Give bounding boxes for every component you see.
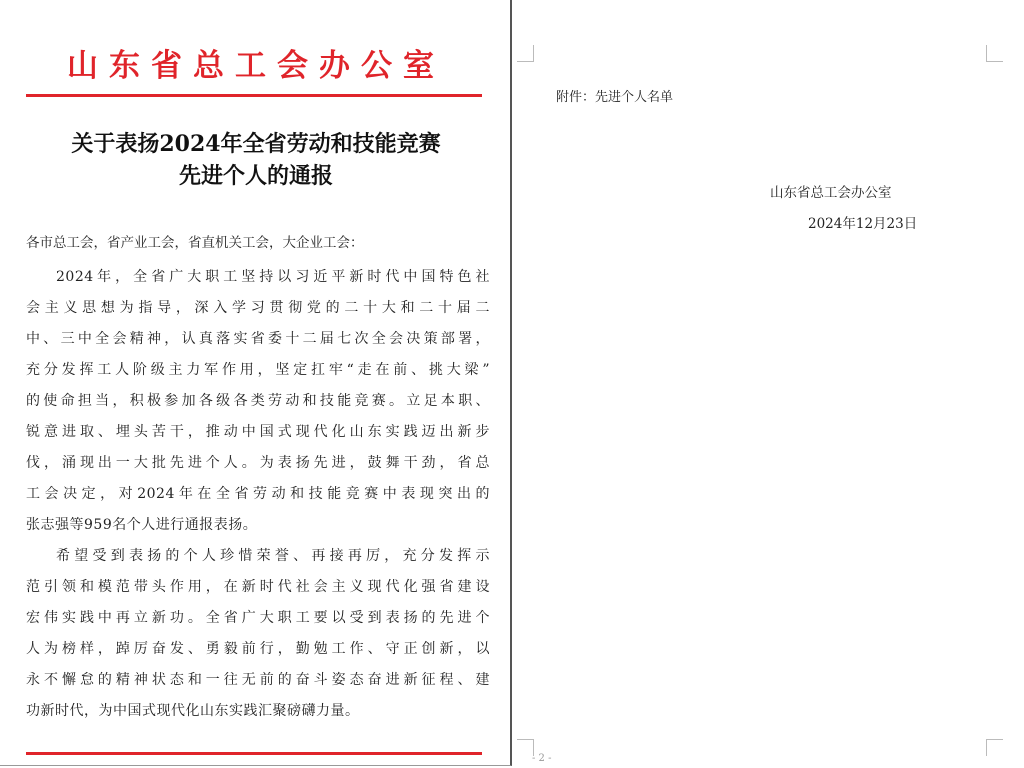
title-line-1: 关于表扬2024年全省劳动和技能竞赛 — [71, 131, 441, 157]
crop-mark — [986, 45, 1003, 62]
document-title — [0, 128, 512, 192]
body-line: 锐意进取、埋头苦干，推动中国式现代化山东实践迈出新步 — [26, 424, 490, 440]
issuer-signature: 山东省总工会办公室 — [770, 185, 892, 201]
issue-date: 2024年12月23日 — [808, 216, 918, 232]
page-number: - 2 - — [532, 753, 552, 764]
body-text — [26, 262, 490, 727]
body-line: 伐，涌现出一大批先进个人。为表扬先进，鼓舞干劲，省总 — [26, 455, 490, 471]
body-line: 永不懈怠的精神状态和一往无前的奋斗姿态奋进新征程、建 — [26, 672, 490, 688]
body-line: 中、三中全会精神，认真落实省委十二届七次全会决策部署， — [26, 331, 490, 347]
body-line: 宏伟实践中再立新功。全省广大职工要以受到表扬的先进个 — [26, 610, 490, 626]
crop-mark — [986, 739, 1003, 756]
body-line: 人为榜样，踔厉奋发、勇毅前行，勤勉工作、守正创新，以 — [26, 641, 490, 657]
body-line: 充分发挥工人阶级主力军作用，坚定扛牢“走在前、挑大梁” — [26, 362, 490, 378]
body-line: 希望受到表扬的个人珍惜荣誉、再接再厉，充分发挥示 — [56, 548, 490, 564]
body-line: 范引领和模范带头作用，在新时代社会主义现代化强省建设 — [26, 579, 490, 595]
footer-red-rule — [26, 752, 482, 755]
body-line: 功新时代，为中国式现代化山东实践汇聚磅礴力量。 — [26, 703, 360, 719]
body-line: 会主义思想为指导，深入学习贯彻党的二十大和二十届二 — [26, 300, 490, 316]
salutation: 各市总工会，省产业工会，省直机关工会，大企业工会： — [26, 235, 364, 251]
masthead-title: 山东省总工会办公室 — [67, 48, 445, 84]
title-line-2: 先进个人的通报 — [178, 163, 333, 189]
masthead-red-rule — [26, 94, 482, 97]
crop-mark — [517, 45, 534, 62]
body-line: 2024年，全省广大职工坚持以习近平新时代中国特色社 — [56, 269, 490, 285]
document-page-1 — [0, 0, 512, 766]
attachment-note: 附件：先进个人名单 — [556, 90, 674, 105]
document-page-2 — [514, 0, 1024, 768]
body-line: 工会决定，对2024年在全省劳动和技能竞赛中表现突出的 — [26, 486, 490, 502]
body-line: 的使命担当，积极参加各级各类劳动和技能竞赛。立足本职、 — [26, 393, 490, 409]
body-line: 张志强等959名个人进行通报表扬。 — [26, 517, 258, 533]
